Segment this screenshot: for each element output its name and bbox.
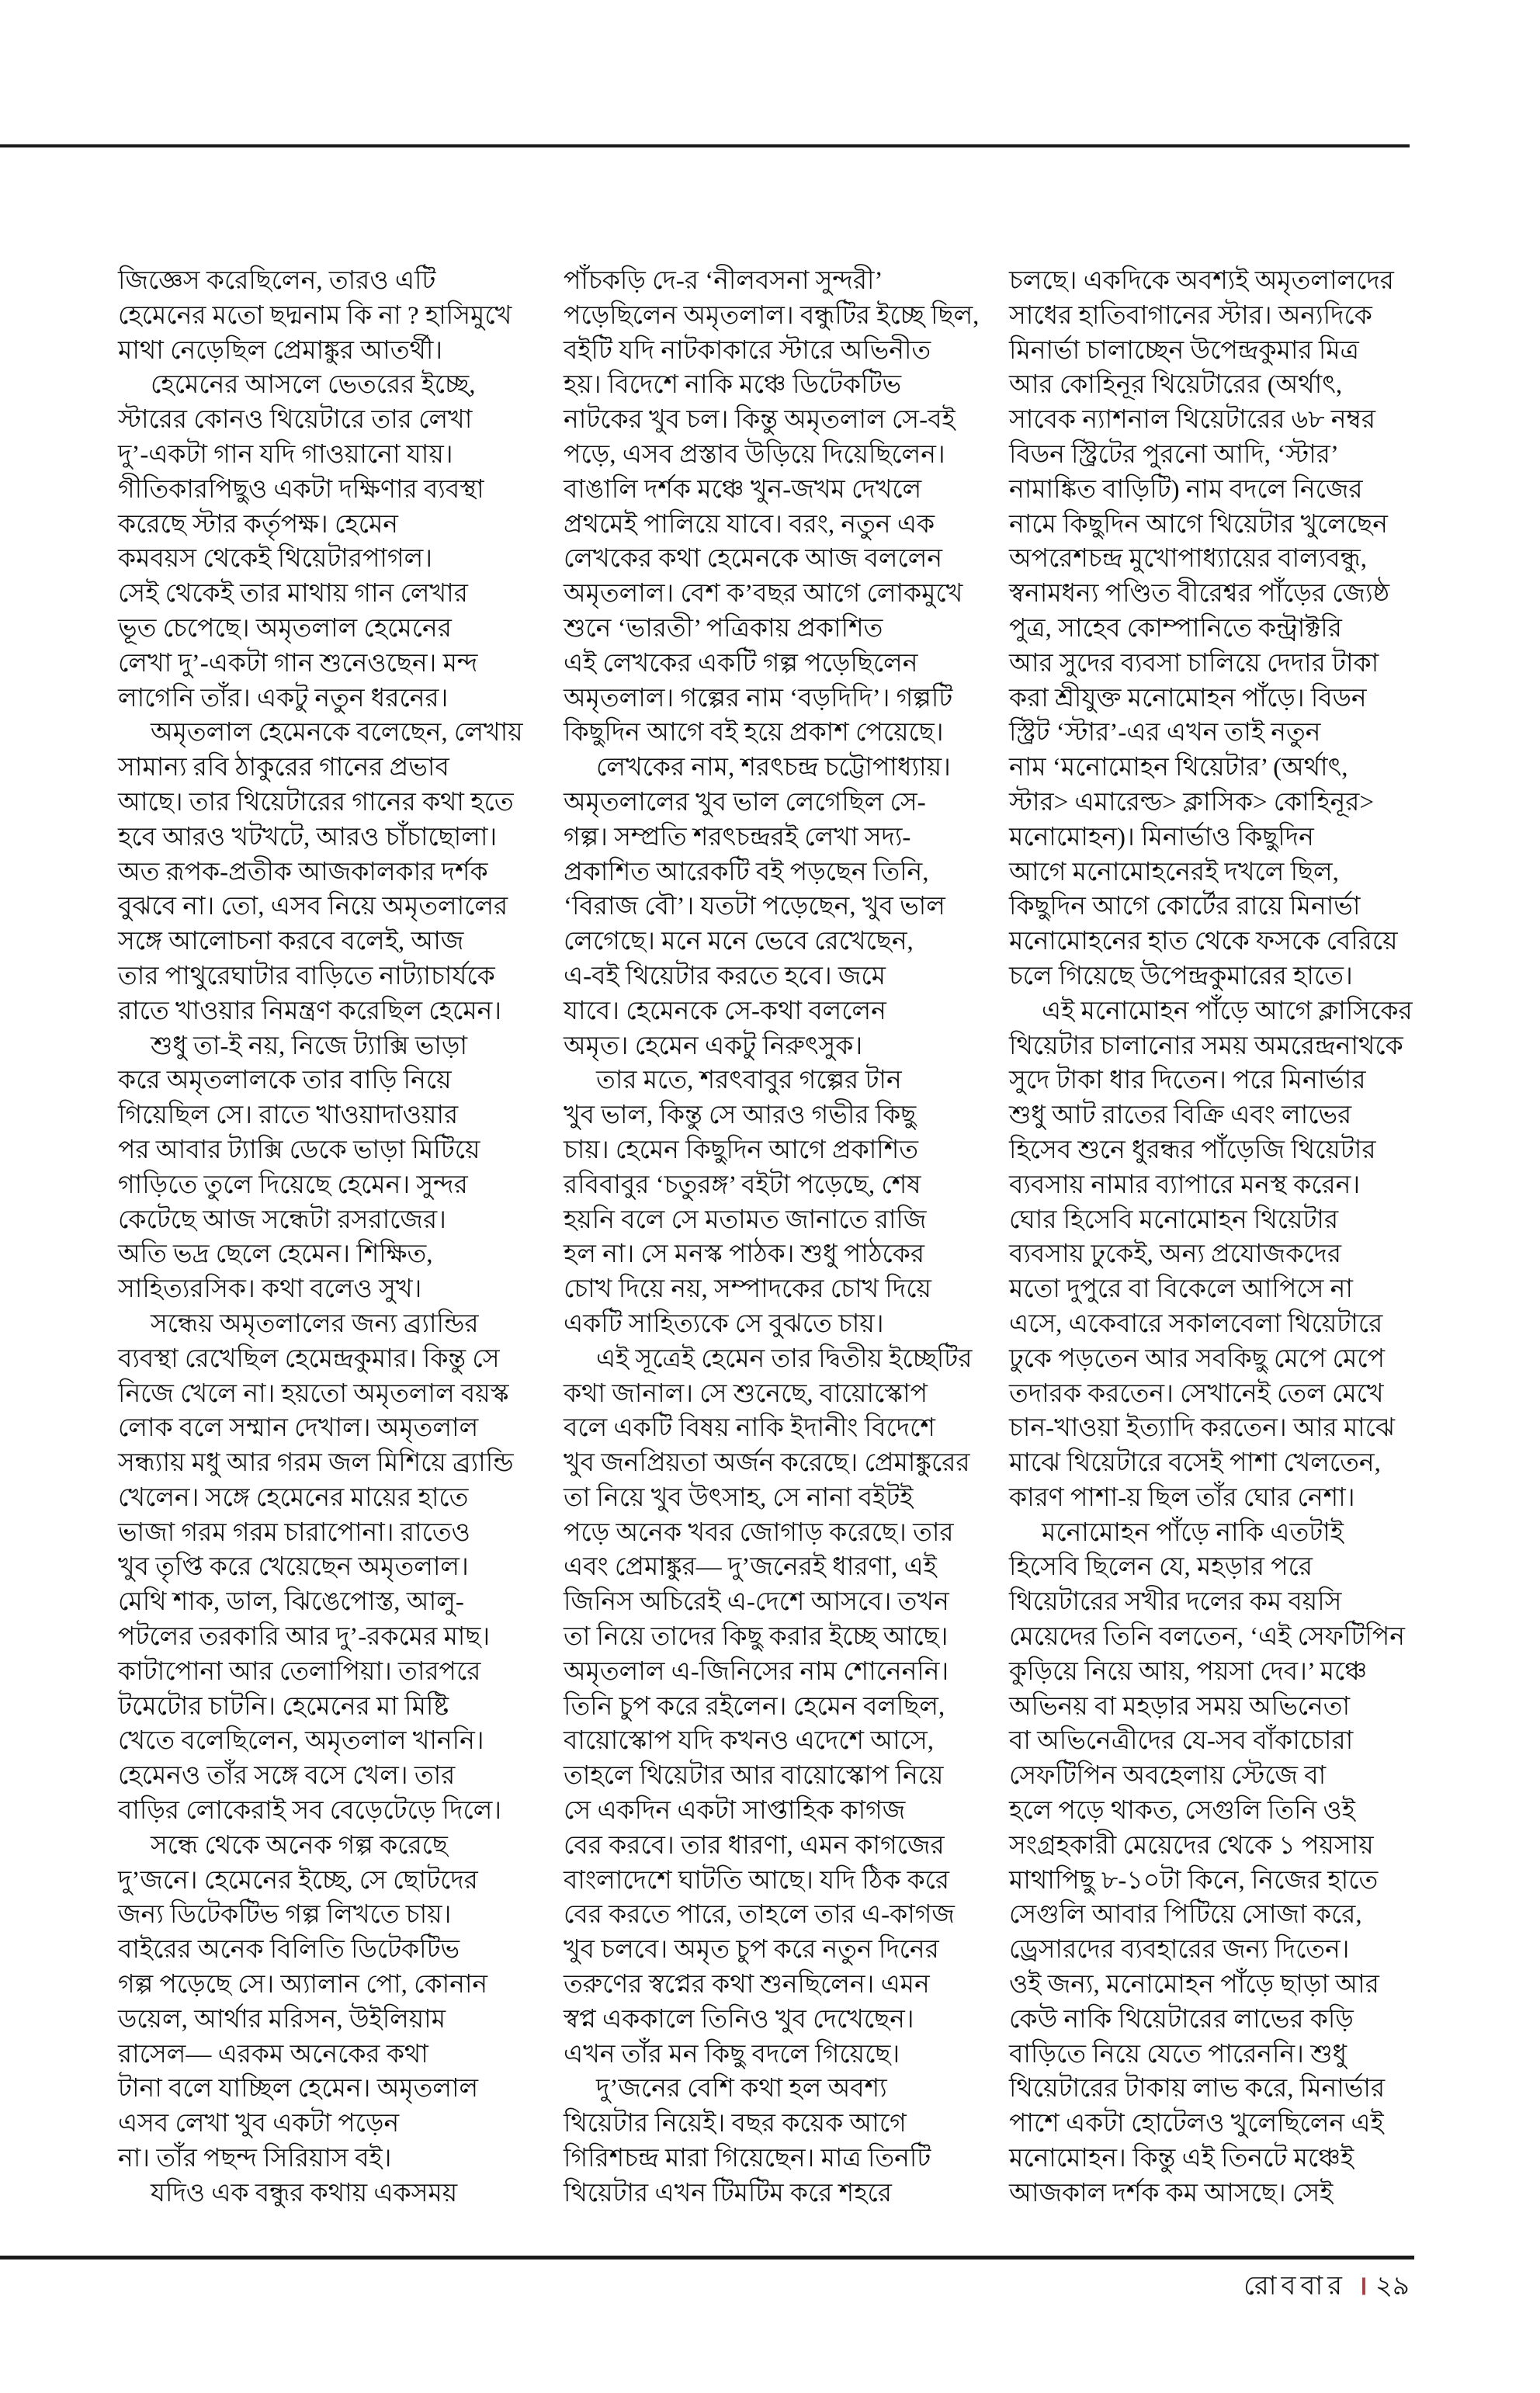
text-line: স্টার> এমারেল্ড> ক্লাসিক> কোহিনূর> <box>1009 788 1375 817</box>
text-line: হিসেব শুনে ধুরন্ধর পাঁড়েজি থিয়েটার <box>1009 1136 1376 1164</box>
text-line: কাটাপোনা আর তেলাপিয়া। তারপরে <box>118 1657 481 1686</box>
text-line: থিয়েটার চালানোর সময় অমরেন্দ্রনাথকে <box>1009 1032 1403 1060</box>
text-line: জন্য ডিটেকটিভ গল্প লিখতে চায়। <box>118 1901 452 1930</box>
text-line: দু’-একটা গান যদি গাওয়ানো যায়। <box>118 440 453 469</box>
text-line: পুত্র, সাহেব কোম্পানিতে কন্ট্রাক্টরি <box>1009 614 1342 643</box>
text-line: গীতিকারপিছুও একটা দক্ষিণার ব্যবস্থা <box>118 475 484 504</box>
text-line: কারণ পাশা-য় ছিল তাঁর ঘোর নেশা। <box>1009 1483 1355 1512</box>
text-line: ডয়েল, আর্থার মরিসন, উইলিয়াম <box>118 2005 446 2034</box>
text-line: আছে। তার থিয়েটারের গানের কথা হতে <box>118 788 514 817</box>
text-line: হয়নি বলে সে মতামত জানাতে রাজি <box>564 1205 927 1234</box>
text-line: করে অমৃতলালকে তার বাড়ি নিয়ে <box>118 1066 452 1095</box>
text-line: অমৃতলাল। বেশ ক’বছর আগে লোকমুখে <box>564 580 963 609</box>
text-line: লেখা দু’-একটা গান শুনেওছেন। মন্দ <box>118 649 478 678</box>
text-line: তরুণের স্বপ্নের কথা শুনছিলেন। এমন <box>564 1971 930 1999</box>
text-line: মনোমোহন পাঁড়ে নাকি এতটাই <box>1042 1518 1344 1547</box>
text-line: বইটি যদি নাটকাকারে স্টারে অভিনীত <box>564 336 931 365</box>
text-line: স্বনামধন্য পণ্ডিত বীরেশ্বর পাঁড়ের জ্যেষ্ঠ <box>1009 580 1390 609</box>
text-line: অত রূপক-প্রতীক আজকালকার দর্শক <box>118 858 488 886</box>
text-line: লাগেনি তাঁর। একটু নতুন ধরনের। <box>118 684 449 713</box>
text-line: ব্যবসায় ঢুকেই, অন্য প্রযোজকদের <box>1009 1240 1341 1269</box>
text-line: টমেটোর চাটনি। হেমেনের মা মিষ্টি <box>118 1692 449 1721</box>
text-line: এসে, একেবারে সকালবেলা থিয়েটারে <box>1009 1309 1383 1338</box>
text-line: পাঁচকড়ি দে-র ‘নীলবসনা সুন্দরী’ <box>564 267 883 295</box>
text-line: টানা বলে যাচ্ছিল হেমেন। অমৃতলাল <box>118 2075 479 2103</box>
text-line: সাধের হাতিবাগানের স্টার। অন্যদিকে <box>1009 301 1372 330</box>
text-line: হেমেনও তাঁর সঙ্গে বসে খেল। তার <box>118 1762 456 1791</box>
text-line: অমৃতলাল। গল্পের নাম ‘বড়দিদি’। গল্পটি <box>564 684 953 713</box>
text-line: এখন তাঁর মন কিছু বদলে গিয়েছে। <box>564 2040 900 2069</box>
text-line: প্রকাশিত আরেকটি বই পড়ছেন তিনি, <box>564 858 929 886</box>
text-line: পড়ে, এসব প্রস্তাব উড়িয়ে দিয়েছিলেন। <box>564 440 945 469</box>
text-line: রাতে খাওয়ার নিমন্ত্রণ করেছিল হেমেন। <box>118 997 502 1025</box>
text-line: নামাঙ্কিত বাড়িটি) নাম বদলে নিজের <box>1009 475 1363 504</box>
text-line: সুদে টাকা ধার দিতেন। পরে মিনার্ভার <box>1009 1066 1366 1095</box>
text-line: সাহিত্যরসিক। কথা বলেও সুখ। <box>118 1275 422 1304</box>
text-line: দু’জনের বেশি কথা হল অবশ্য <box>596 2075 887 2103</box>
text-line: স্টারের কোনও থিয়েটারে তার লেখা <box>118 406 473 435</box>
text-line: পর আবার ট্যাক্সি ডেকে ভাড়া মিটিয়ে <box>118 1136 480 1164</box>
text-line: যাবে। হেমেনকে সে-কথা বললেন <box>564 997 886 1025</box>
article-body <box>118 264 1413 2211</box>
text-line: এই মনোমোহন পাঁড়ে আগে ক্লাসিকের <box>1042 997 1413 1025</box>
top-rule <box>0 144 1410 147</box>
text-line: সন্ধেয় অমৃতলালের জন্য ব্র্যান্ডির <box>151 1309 479 1338</box>
text-line: বুঝবে না। তো, এসব নিয়ে অমৃতলালের <box>118 893 508 921</box>
text-line: সন্ধে থেকে অনেক গল্প করেছে <box>151 1831 448 1860</box>
text-line: গল্প। সম্প্রতি শরৎচন্দ্ররই লেখা সদ্য- <box>564 823 911 851</box>
text-line: ভূত চেপেছে। অমৃতলাল হেমেনের <box>118 614 452 643</box>
text-line: করেছে স্টার কর্তৃপক্ষ। হেমেন <box>118 510 398 539</box>
text-line: পটলের তরকারি আর দু’-রকমের মাছ। <box>118 1623 491 1652</box>
text-line: এই সূত্রেই হেমেন তার দ্বিতীয় ইচ্ছেটির <box>596 1344 973 1373</box>
text-line: কেউ নাকি থিয়েটারের লাভের কড়ি <box>1009 2005 1354 2034</box>
bottom-rule <box>0 2256 1414 2259</box>
text-line: হেমেনের আসলে ভেতরের ইচ্ছে, <box>151 371 476 400</box>
text-line: মনোমোহন)। মিনার্ভাও কিছুদিন <box>1009 823 1314 851</box>
text-line: অপরেশচন্দ্র মুখোপাধ্যায়ের বাল্যবন্ধু, <box>1009 545 1368 574</box>
text-line: সে একদিন একটা সাপ্তাহিক কাগজ <box>564 1797 906 1826</box>
text-line: ভাজা গরম গরম চারাপোনা। রাতেও <box>118 1518 470 1547</box>
text-line: চোখ দিয়ে নয়, সম্পাদকের চোখ দিয়ে <box>564 1275 931 1304</box>
text-line: এ-বই থিয়েটার করতে হবে। জমে <box>564 962 886 990</box>
text-line: অমৃত। হেমেন একটু নিরুৎসুক। <box>564 1032 863 1060</box>
text-line: কুড়িয়ে নিয়ে আয়, পয়সা দেব।’ মঞ্চে <box>1009 1657 1368 1686</box>
article-column-1 <box>118 264 523 2211</box>
text-line: নাটকের খুব চল। কিন্তু অমৃতলাল সে-বই <box>564 406 956 435</box>
text-line: ঢুকে পড়তেন আর সবকিছু মেপে মেপে <box>1009 1344 1386 1373</box>
text-line: নামে কিছুদিন আগে থিয়েটার খুলেছেন <box>1009 510 1388 539</box>
text-line: খুব তৃপ্তি করে খেয়েছেন অমৃতলাল। <box>118 1553 469 1582</box>
text-line: তদারক করতেন। সেখানেই তেল মেখে <box>1009 1379 1384 1408</box>
text-line: বাড়িতে নিয়ে যেতে পারেননি। শুধু <box>1009 2040 1348 2069</box>
text-line: অমৃতলালের খুব ভাল লেগেছিল সে- <box>564 788 926 817</box>
text-line: কথা জানাল। সে শুনেছে, বায়োস্কোপ <box>564 1379 928 1408</box>
text-line: খুব ভাল, কিন্তু সে আরও গভীর কিছু <box>564 1101 917 1130</box>
text-line: চলছে। একদিকে অবশ্যই অমৃতলালদের <box>1009 267 1394 295</box>
text-line: খেলেন। সঙ্গে হেমেনের মায়ের হাতে <box>118 1483 469 1512</box>
text-line: থিয়েটারের টাকায় লাভ করে, মিনার্ভার <box>1009 2075 1386 2103</box>
text-line: মেয়েদের তিনি বলতেন, ‘এই সেফটিপিন <box>1009 1623 1405 1652</box>
text-line: এসব লেখা খুব একটা পড়েন <box>118 2110 400 2138</box>
text-line: নাম ‘মনোমোহন থিয়েটার’ (অর্থাৎ, <box>1009 754 1348 782</box>
text-line: বাঙালি দর্শক মঞ্চে খুন-জখম দেখলে <box>564 475 922 504</box>
text-line: হিসেবি ছিলেন যে, মহড়ার পরে <box>1009 1553 1313 1582</box>
text-line: সঙ্গে আলোচনা করবে বলেই, আজ <box>118 928 464 956</box>
text-line: থিয়েটার নিয়েই। বছর কয়েক আগে <box>564 2110 907 2138</box>
text-line: লেখকের কথা হেমেনকে আজ বললেন <box>564 545 943 574</box>
text-line: পড়ে অনেক খবর জোগাড় করেছে। তার <box>564 1518 954 1547</box>
page-number: ২৯ <box>1375 2272 1410 2301</box>
text-line: এবং প্রেমাঙ্কুর— দু’জনেরই ধারণা, এই <box>564 1553 937 1582</box>
text-line: আগে মনোমোহনেরই দখলে ছিল, <box>1009 858 1339 886</box>
article-column-2 <box>564 264 980 2211</box>
text-line: করা শ্রীযুক্ত মনোমোহন পাঁড়ে। বিডন <box>1009 684 1367 713</box>
text-line: স্বপ্ন এককালে তিনিও খুব দেখেছেন। <box>564 2005 914 2034</box>
text-line: শুধু আট রাতের বিক্রি এবং লাভের <box>1009 1101 1352 1130</box>
text-line: প্রথমেই পালিয়ে যাবে। বরং, নতুন এক <box>564 510 935 539</box>
text-line: মাথাপিছু ৮-১০টা কিনে, নিজের হাতে <box>1009 1866 1379 1895</box>
text-line: যদিও এক বন্ধুর কথায় একসময় <box>151 2179 458 2207</box>
text-line: বের করবে। তার ধারণা, এমন কাগজের <box>564 1831 945 1860</box>
text-line: পড়েছিলেন অমৃতলাল। বন্ধুটির ইচ্ছে ছিল, <box>564 301 980 330</box>
footer-separator: । <box>1357 2272 1368 2301</box>
text-line: বলে একটি বিষয় নাকি ইদানীং বিদেশে <box>564 1414 935 1443</box>
text-line: আজকাল দর্শক কম আসছে। সেই <box>1009 2179 1334 2207</box>
text-line: তা নিয়ে তাদের কিছু করার ইচ্ছে আছে। <box>564 1623 949 1652</box>
text-line: বাড়ির লোকেরাই সব বেড়েটেড়ে দিলে। <box>118 1797 502 1826</box>
text-line: হবে আরও খটখটে, আরও চাঁচাছোলা। <box>118 823 498 851</box>
article-column-3 <box>1009 264 1413 2211</box>
text-line: বিডন স্ট্রিটের পুরনো আদি, ‘স্টার’ <box>1009 440 1339 469</box>
text-line: শুনে ‘ভারতী’ পত্রিকায় প্রকাশিত <box>564 614 883 643</box>
text-line: কিছুদিন আগে বই হয়ে প্রকাশ পেয়েছে। <box>564 719 944 747</box>
text-line: ব্যবসায় নামার ব্যাপারে মনস্থ করেন। <box>1009 1170 1361 1199</box>
text-line: লোক বলে সম্মান দেখাল। অমৃতলাল <box>118 1414 479 1443</box>
text-line: সন্ধ্যায় মধু আর গরম জল মিশিয়ে ব্র্যান্ডি <box>118 1449 514 1478</box>
text-line: নিজে খেলে না। হয়তো অমৃতলাল বয়স্ক <box>118 1379 509 1408</box>
text-line: ড্রেসারদের ব্যবহারের জন্য দিতেন। <box>1009 1936 1350 1965</box>
text-line: অতি ভদ্র ছেলে হেমেন। শিক্ষিত, <box>118 1240 433 1269</box>
text-line: কমবয়স থেকেই থিয়েটারপাগল। <box>118 545 432 574</box>
text-line: হলে পড়ে থাকত, সেগুলি তিনি ওই <box>1009 1797 1355 1826</box>
text-line: স্ট্রিট ‘স্টার’-এর এখন তাই নতুন <box>1009 719 1321 747</box>
text-line: ‘বিরাজ বৌ’। যতটা পড়েছেন, খুব ভাল <box>564 893 945 921</box>
text-line: মাথা নেড়েছিল প্রেমাঙ্কুর আতর্থী। <box>118 336 443 365</box>
text-line: গিরিশচন্দ্র মারা গিয়েছেন। মাত্র তিনটি <box>564 2145 931 2173</box>
text-line: মিনার্ভা চালাচ্ছেন উপেন্দ্রকুমার মিত্র <box>1009 336 1359 365</box>
text-line: জিজ্ঞেস করেছিলেন, তারও এটি <box>118 267 436 295</box>
text-line: পাশে একটা হোটেলও খুলেছিলেন এই <box>1009 2110 1384 2138</box>
text-line: কিছুদিন আগে কোর্টের রায়ে মিনার্ভা <box>1009 893 1361 921</box>
text-line: খেতে বলেছিলেন, অমৃতলাল খাননি। <box>118 1727 484 1756</box>
text-line: ঘোর হিসেবি মনোমোহন থিয়েটার <box>1009 1205 1339 1234</box>
text-line: তাহলে থিয়েটার আর বায়োস্কোপ নিয়ে <box>564 1762 944 1791</box>
magazine-name: রোববার <box>1243 2272 1347 2301</box>
text-line: হয়। বিদেশে নাকি মঞ্চে ডিটেকটিভ <box>564 371 902 400</box>
text-line: মনোমোহনের হাত থেকে ফসকে বেরিয়ে <box>1009 928 1398 956</box>
text-line: চায়। হেমেন কিছুদিন আগে প্রকাশিত <box>564 1136 919 1164</box>
text-line: লেগেছে। মনে মনে ভেবে রেখেছেন, <box>564 928 914 956</box>
text-line: না। তাঁর পছন্দ সিরিয়াস বই। <box>118 2145 392 2173</box>
text-line: বাইরের অনেক বিলিতি ডিটেকটিভ <box>118 1936 460 1965</box>
text-line: তিনি চুপ করে রইলেন। হেমেন বলছিল, <box>564 1692 945 1721</box>
text-line: বের করতে পারে, তাহলে তার এ-কাগজ <box>564 1901 955 1930</box>
text-line: হেমেনের মতো ছদ্মনাম কি না ? হাসিমুখে <box>118 301 512 330</box>
text-line: বায়োস্কোপ যদি কখনও এদেশে আসে, <box>564 1727 935 1756</box>
text-line: মাঝে থিয়েটারে বসেই পাশা খেলতেন, <box>1009 1449 1381 1478</box>
text-line: তার মতে, শরৎবাবুর গল্পের টান <box>596 1066 902 1095</box>
text-line: ওই জন্য, মনোমোহন পাঁড়ে ছাড়া আর <box>1009 1971 1379 1999</box>
text-line: রবিবাবুর ‘চতুরঙ্গ’ বইটা পড়েছে, শেষ <box>564 1170 921 1199</box>
text-line: গাড়িতে তুলে দিয়েছে হেমেন। সুন্দর <box>118 1170 468 1199</box>
text-line: সামান্য রবি ঠাকুরের গানের প্রভাব <box>118 754 449 782</box>
text-line: গিয়েছিল সে। রাতে খাওয়াদাওয়ার <box>118 1101 459 1130</box>
text-line: জিনিস অচিরেই এ-দেশে আসবে। তখন <box>564 1588 949 1617</box>
text-line: চান-খাওয়া ইত্যাদি করতেন। আর মাঝে <box>1009 1414 1395 1443</box>
text-line: এই লেখকের একটি গল্প পড়েছিলেন <box>564 649 918 678</box>
text-line: সেফটিপিন অবহেলায় স্টেজে বা <box>1009 1762 1327 1791</box>
text-line: তা নিয়ে খুব উৎসাহ, সে নানা বইটই <box>564 1483 914 1512</box>
text-line: আর কোহিনূর থিয়েটারের (অর্থাৎ, <box>1009 371 1343 400</box>
text-line: চলে গিয়েছে উপেন্দ্রকুমারের হাতে। <box>1009 962 1353 990</box>
text-line: তার পাথুরেঘাটার বাড়িতে নাট্যাচার্যকে <box>118 962 495 990</box>
text-line: থিয়েটারের সখীর দলের কম বয়সি <box>1009 1588 1342 1617</box>
text-line: অভিনয় বা মহড়ার সময় অভিনেতা <box>1009 1692 1351 1721</box>
page-footer <box>1243 2271 1410 2302</box>
text-line: শুধু তা-ই নয়, নিজে ট্যাক্সি ভাড়া <box>151 1032 468 1060</box>
text-line: একটি সাহিত্যকে সে বুঝতে চায়। <box>564 1309 884 1338</box>
text-line: খুব চলবে। অমৃত চুপ করে নতুন দিনের <box>564 1936 939 1965</box>
text-line: গল্প পড়েছে সে। অ্যালান পো, কোনান <box>118 1971 488 1999</box>
text-line: রাসেল— এরকম অনেকের কথা <box>118 2040 428 2069</box>
text-line: অমৃতলাল এ-জিনিসের নাম শোনেননি। <box>564 1657 949 1686</box>
text-line: সাবেক ন্যাশনাল থিয়েটারের ৬৮ নম্বর <box>1009 406 1376 435</box>
text-line: থিয়েটার এখন টিমটিম করে শহরে <box>564 2179 892 2207</box>
text-line: সেই থেকেই তার মাথায় গান লেখার <box>118 580 468 609</box>
text-line: বাংলাদেশে ঘাটতি আছে। যদি ঠিক করে <box>564 1866 950 1895</box>
text-line: অমৃতলাল হেমেনকে বলেছেন, লেখায় <box>151 719 523 747</box>
text-line: সেগুলি আবার পিটিয়ে সোজা করে, <box>1009 1901 1362 1930</box>
text-line: দু’জনে। হেমেনের ইচ্ছে, সে ছোটদের <box>118 1866 478 1895</box>
text-line: সংগ্রহকারী মেয়েদের থেকে ১ পয়সায় <box>1009 1831 1374 1860</box>
text-line: লেখকের নাম, শরৎচন্দ্র চট্টোপাধ্যায়। <box>596 754 951 782</box>
text-line: খুব জনপ্রিয়তা অর্জন করেছে। প্রেমাঙ্কুরের <box>564 1449 970 1478</box>
text-line: কেটেছে আজ সন্ধেটা রসরাজের। <box>118 1205 446 1234</box>
text-line: মতো দুপুরে বা বিকেলে আপিসে না <box>1009 1275 1353 1304</box>
text-line: মেথি শাক, ডাল, ঝিঙেপোস্ত, আলু- <box>118 1588 464 1617</box>
text-line: আর সুদের ব্যবসা চালিয়ে দেদার টাকা <box>1009 649 1379 678</box>
text-line: বা অভিনেত্রীদের যে-সব বাঁকাচোরা <box>1009 1727 1354 1756</box>
text-line: মনোমোহন। কিন্তু এই তিনটে মঞ্চেই <box>1009 2145 1354 2173</box>
text-line: ব্যবস্থা রেখেছিল হেমেন্দ্রকুমার। কিন্তু সে <box>118 1344 500 1373</box>
text-line: হল না। সে মনস্ক পাঠক। শুধু পাঠকের <box>564 1240 924 1269</box>
